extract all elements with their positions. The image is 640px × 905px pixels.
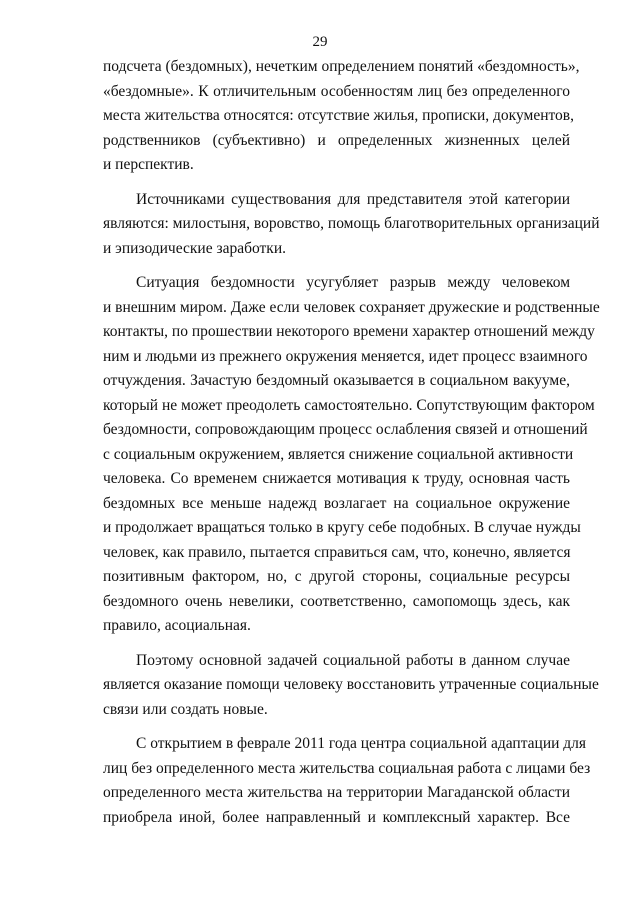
text-line: родственников (субъективно) и определенных жизненных целей — [103, 131, 570, 149]
text-line: и перспектив. — [103, 156, 194, 173]
text-line: который не может преодолеть самостоятельно. Сопутствующим фактором — [103, 396, 595, 414]
text-line: определенного места жительства на территории Магаданской области — [103, 784, 570, 801]
text-line: контакты, по прошествии некоторого времени характер отношений между — [103, 323, 595, 340]
text-line: связи или создать новые. — [103, 700, 268, 718]
text-line: Ситуация бездомности усугубляет разрыв между человеком — [136, 274, 570, 291]
text-line: бездомности, сопровождающим процесс ослабления связей и отношений — [103, 421, 588, 438]
text-line: бездомного очень невелики, соответственно, самопомощь здесь, как — [103, 592, 570, 610]
text-line: и эпизодические заработки. — [103, 239, 286, 257]
text-line: подсчета (бездомных), нечетким определением понятий «бездомность», — [103, 58, 580, 75]
text-line: «бездомные». К отличительным особенностям лиц без определенного — [103, 82, 570, 100]
text-line: отчуждения. Зачастую бездомный оказывается в социальном вакууме, — [103, 372, 570, 389]
text-line: бездомных все меньше надежд возлагает на социальное окружение — [103, 494, 570, 512]
text-line: являются: милостыня, воровство, помощь благотворительных организаций — [103, 215, 600, 232]
text-line: и внешним миром. Даже если человек сохраняет дружеские и родственные — [103, 298, 600, 316]
text-line: и продолжает вращаться только в кругу себе подобных. В случае нужды — [103, 519, 581, 536]
page-number: 29 — [312, 34, 328, 50]
text-line: с социальным окружением, является снижение социальной активности — [103, 445, 574, 463]
paragraph — [103, 649, 599, 723]
text-line: правило, асоциальная. — [103, 617, 251, 634]
text-line: лиц без определенного места жительства социальная работа с лицами без — [103, 759, 591, 777]
text-line: является оказание помощи человеку восстановить утраченные социальные — [103, 676, 599, 693]
text-line: Источниками существования для представителя этой категории — [136, 190, 570, 208]
text-line: позитивным фактором, но, с другой стороны, социальные ресурсы — [103, 568, 570, 585]
text-line: человека. Со временем снижается мотивация к труду, основная часть — [103, 470, 570, 487]
text-line: С открытием в феврале 2011 года центра социальной адаптации для — [136, 735, 587, 752]
text-line: человек, как правило, пытается справиться сам, что, конечно, является — [103, 543, 571, 561]
text-line: Поэтому основной задачей социальной работы в данном случае — [136, 651, 570, 669]
text-line: места жительства относятся: отсутствие жилья, прописки, документов, — [103, 107, 575, 124]
paragraph — [103, 271, 600, 639]
text-line: ним и людьми из прежнего окружения меняется, идет процесс взаимного — [103, 347, 588, 365]
paragraph — [103, 55, 580, 178]
paragraph — [103, 732, 591, 830]
paragraph — [103, 188, 600, 262]
body-text — [103, 55, 600, 840]
text-line: приобрела иной, более направленный и комплексный характер. Все — [103, 808, 570, 826]
